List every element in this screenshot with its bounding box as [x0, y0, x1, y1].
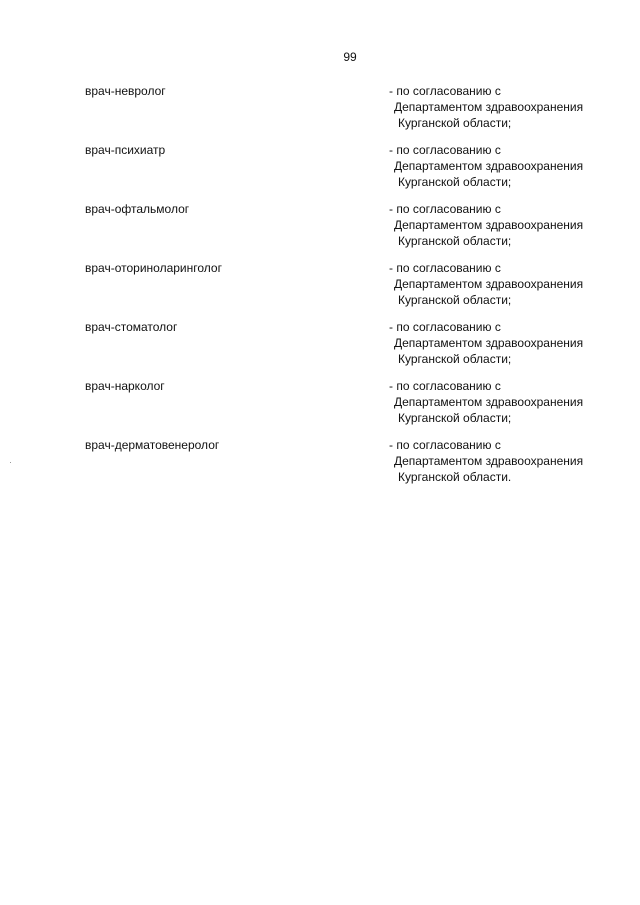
approval-line: Курганской области; — [398, 411, 512, 425]
specialty-name: врач-стоматолог — [85, 320, 178, 334]
approval-note — [389, 201, 583, 249]
page-number: 99 — [343, 50, 357, 64]
approval-line: Департаментом здравоохранения — [394, 159, 584, 173]
list-item — [85, 142, 625, 201]
approval-line: Департаментом здравоохранения — [394, 277, 584, 291]
approval-line: - по согласованию с — [389, 438, 501, 452]
approval-line: Департаментом здравоохранения — [394, 100, 584, 114]
specialist-list — [85, 83, 625, 496]
approval-line: Департаментом здравоохранения — [394, 395, 584, 409]
approval-line: - по согласованию с — [389, 202, 501, 216]
approval-line: Курганской области. — [398, 470, 512, 484]
approval-line: Курганской области; — [398, 234, 512, 248]
specialty-name: врач-дерматовенеролог — [85, 438, 220, 452]
list-item — [85, 378, 625, 437]
list-item — [85, 83, 625, 142]
approval-note — [389, 83, 583, 131]
approval-note — [389, 437, 583, 485]
approval-note — [389, 319, 583, 367]
list-item — [85, 319, 625, 378]
approval-line: Курганской области; — [398, 116, 512, 130]
scan-artifact — [10, 462, 11, 463]
approval-line: - по согласованию с — [389, 84, 501, 98]
approval-line: - по согласованию с — [389, 143, 501, 157]
specialty-name: врач-нарколог — [85, 379, 165, 393]
specialty-name: врач-невролог — [85, 84, 166, 98]
approval-note — [389, 260, 583, 308]
approval-line: Курганской области; — [398, 352, 512, 366]
approval-line: Департаментом здравоохранения — [394, 454, 584, 468]
list-item — [85, 201, 625, 260]
specialty-name: врач-офтальмолог — [85, 202, 190, 216]
approval-line: Курганской области; — [398, 293, 512, 307]
approval-line: Департаментом здравоохранения — [394, 218, 584, 232]
specialty-name: врач-оториноларинголог — [85, 261, 222, 275]
approval-line: Курганской области; — [398, 175, 512, 189]
approval-line: - по согласованию с — [389, 261, 501, 275]
approval-line: - по согласованию с — [389, 320, 501, 334]
approval-note — [389, 378, 583, 426]
approval-note — [389, 142, 583, 190]
specialty-name: врач-психиатр — [85, 143, 166, 157]
approval-line: - по согласованию с — [389, 379, 501, 393]
list-item — [85, 437, 625, 496]
approval-line: Департаментом здравоохранения — [394, 336, 584, 350]
list-item — [85, 260, 625, 319]
